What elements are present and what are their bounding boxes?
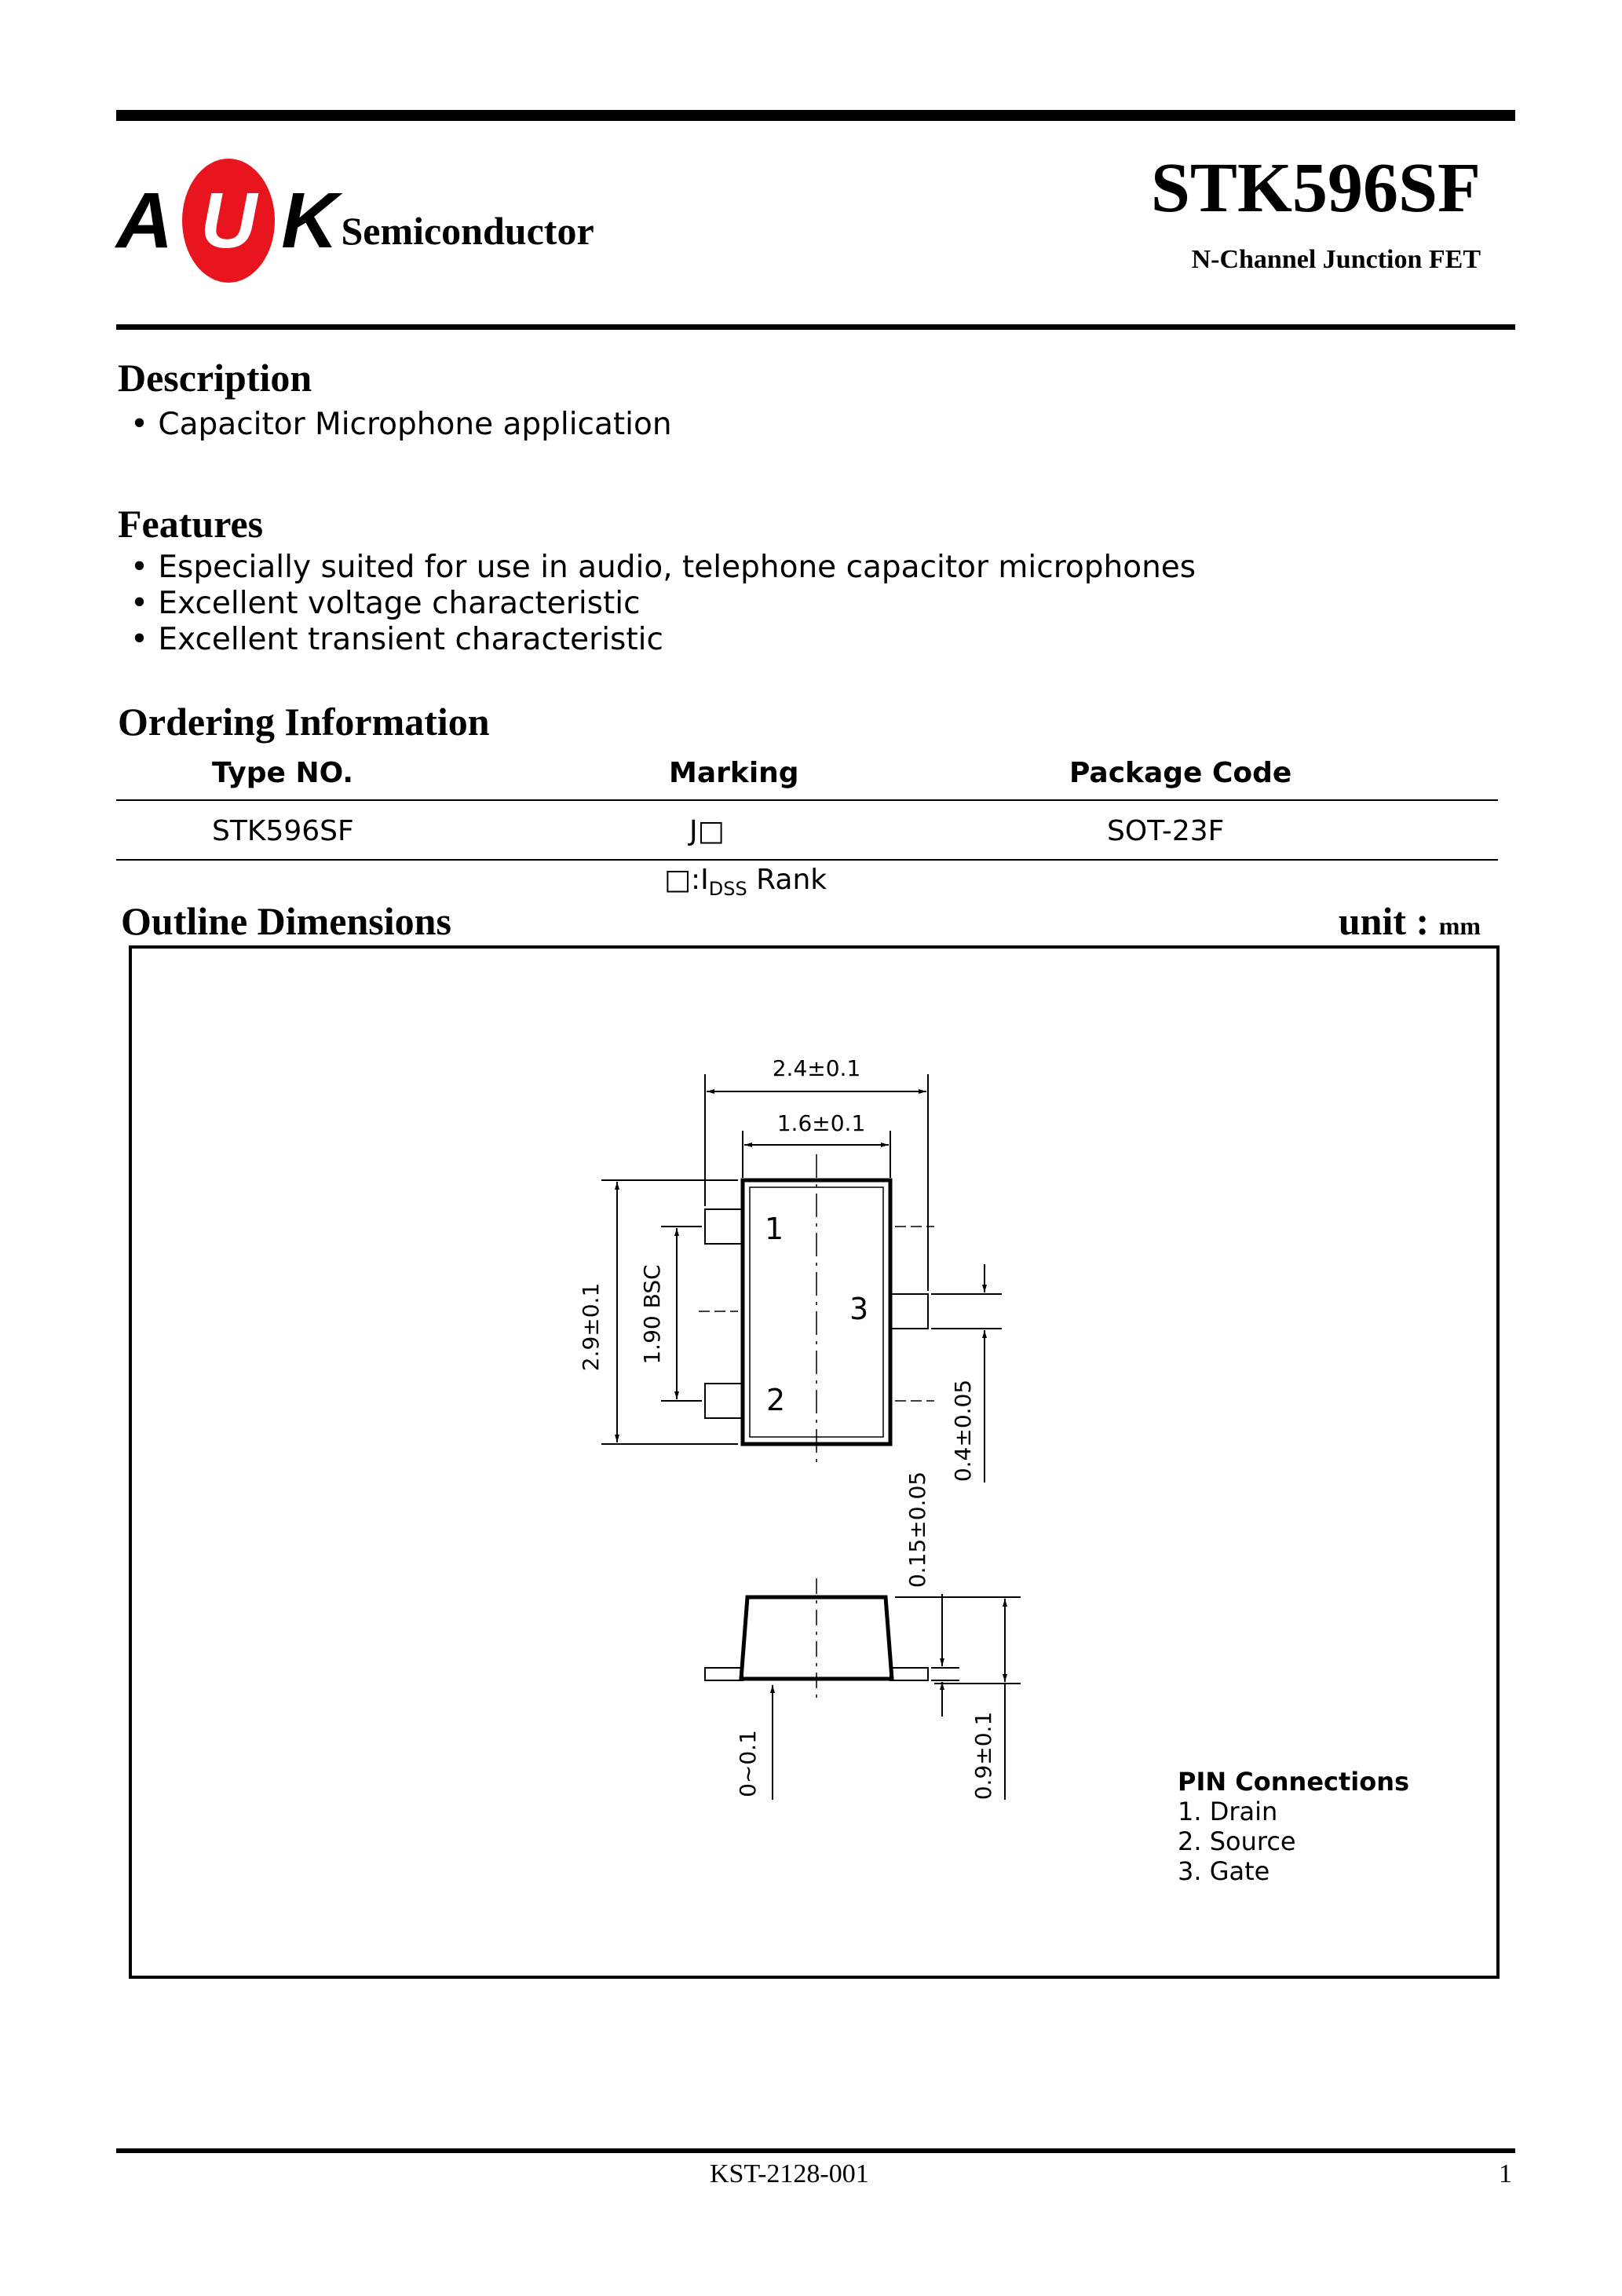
lead-3 <box>890 1294 928 1329</box>
page-number: 1 <box>1499 2159 1512 2188</box>
logo-letter-a: A <box>116 177 174 265</box>
note-sub: DSS <box>708 878 747 901</box>
pin-label-2: 2 <box>766 1383 786 1417</box>
lead-2 <box>705 1384 743 1418</box>
dim-lead-width: 0.4±0.05 <box>950 1379 976 1483</box>
features-title: Features <box>118 502 264 546</box>
lead-1 <box>705 1209 743 1244</box>
pin-connection-item: 2. Source <box>1178 1826 1296 1856</box>
dim-width-body: 1.6±0.1 <box>776 1110 866 1136</box>
table-header-package: Package Code <box>1069 757 1292 789</box>
dim-width-total: 2.4±0.1 <box>772 1055 861 1081</box>
table-cell-package: SOT-23F <box>1107 815 1225 847</box>
unit-text: unit : <box>1338 899 1439 943</box>
doc-number: KST-2128-001 <box>710 2159 869 2188</box>
dim-height: 0.9±0.1 <box>970 1711 996 1801</box>
logo-word: Semiconductor <box>341 209 594 253</box>
unit-value: mm <box>1438 912 1481 940</box>
outline-title: Outline Dimensions <box>121 899 451 943</box>
bullet-dot: • <box>130 407 159 442</box>
pin-connections <box>1178 1767 1409 1886</box>
pin-connection-item: 3. Gate <box>1178 1856 1270 1886</box>
table-cell-marking: J□ <box>689 815 725 847</box>
table-header-marking: Marking <box>669 757 799 789</box>
description-title: Description <box>118 356 312 400</box>
pin-label-1: 1 <box>765 1212 784 1246</box>
part-subtitle: N-Channel Junction FET <box>1191 245 1481 274</box>
pin-connection-item: 1. Drain <box>1178 1797 1278 1826</box>
feature-item-text: Especially suited for use in audio, telephone capacitor microphones <box>158 550 1196 585</box>
bullet-dot: • <box>130 586 159 621</box>
bullet-dot: • <box>130 622 159 657</box>
table-header-type: Type NO. <box>212 757 354 789</box>
pin-label-3: 3 <box>849 1292 869 1326</box>
dim-standoff: 0~0.1 <box>735 1730 761 1797</box>
feature-item-text: Excellent voltage characteristic <box>158 586 641 621</box>
package-body-side-view <box>741 1597 892 1679</box>
part-number: STK596SF <box>1150 149 1481 227</box>
note-prefix: :I <box>691 864 709 896</box>
description-item-text: Capacitor Microphone application <box>158 407 672 442</box>
dim-pin-pitch: 1.90 BSC <box>639 1264 665 1365</box>
pin-connections-title: PIN Connections <box>1178 1767 1410 1797</box>
dim-length: 2.9±0.1 <box>578 1282 604 1372</box>
logo-letter-k: K <box>281 177 338 265</box>
note-suffix: Rank <box>747 864 827 896</box>
footer-rule <box>116 2148 1515 2153</box>
ordering-title: Ordering Information <box>118 700 490 744</box>
logo-letter-u: U <box>182 159 275 283</box>
dim-lead-thickness: 0.15±0.05 <box>904 1471 930 1589</box>
note-box: □ <box>664 864 692 896</box>
feature-item-text: Excellent transient characteristic <box>158 622 663 657</box>
table-cell-type: STK596SF <box>212 815 354 847</box>
bullet-dot: • <box>130 550 159 585</box>
